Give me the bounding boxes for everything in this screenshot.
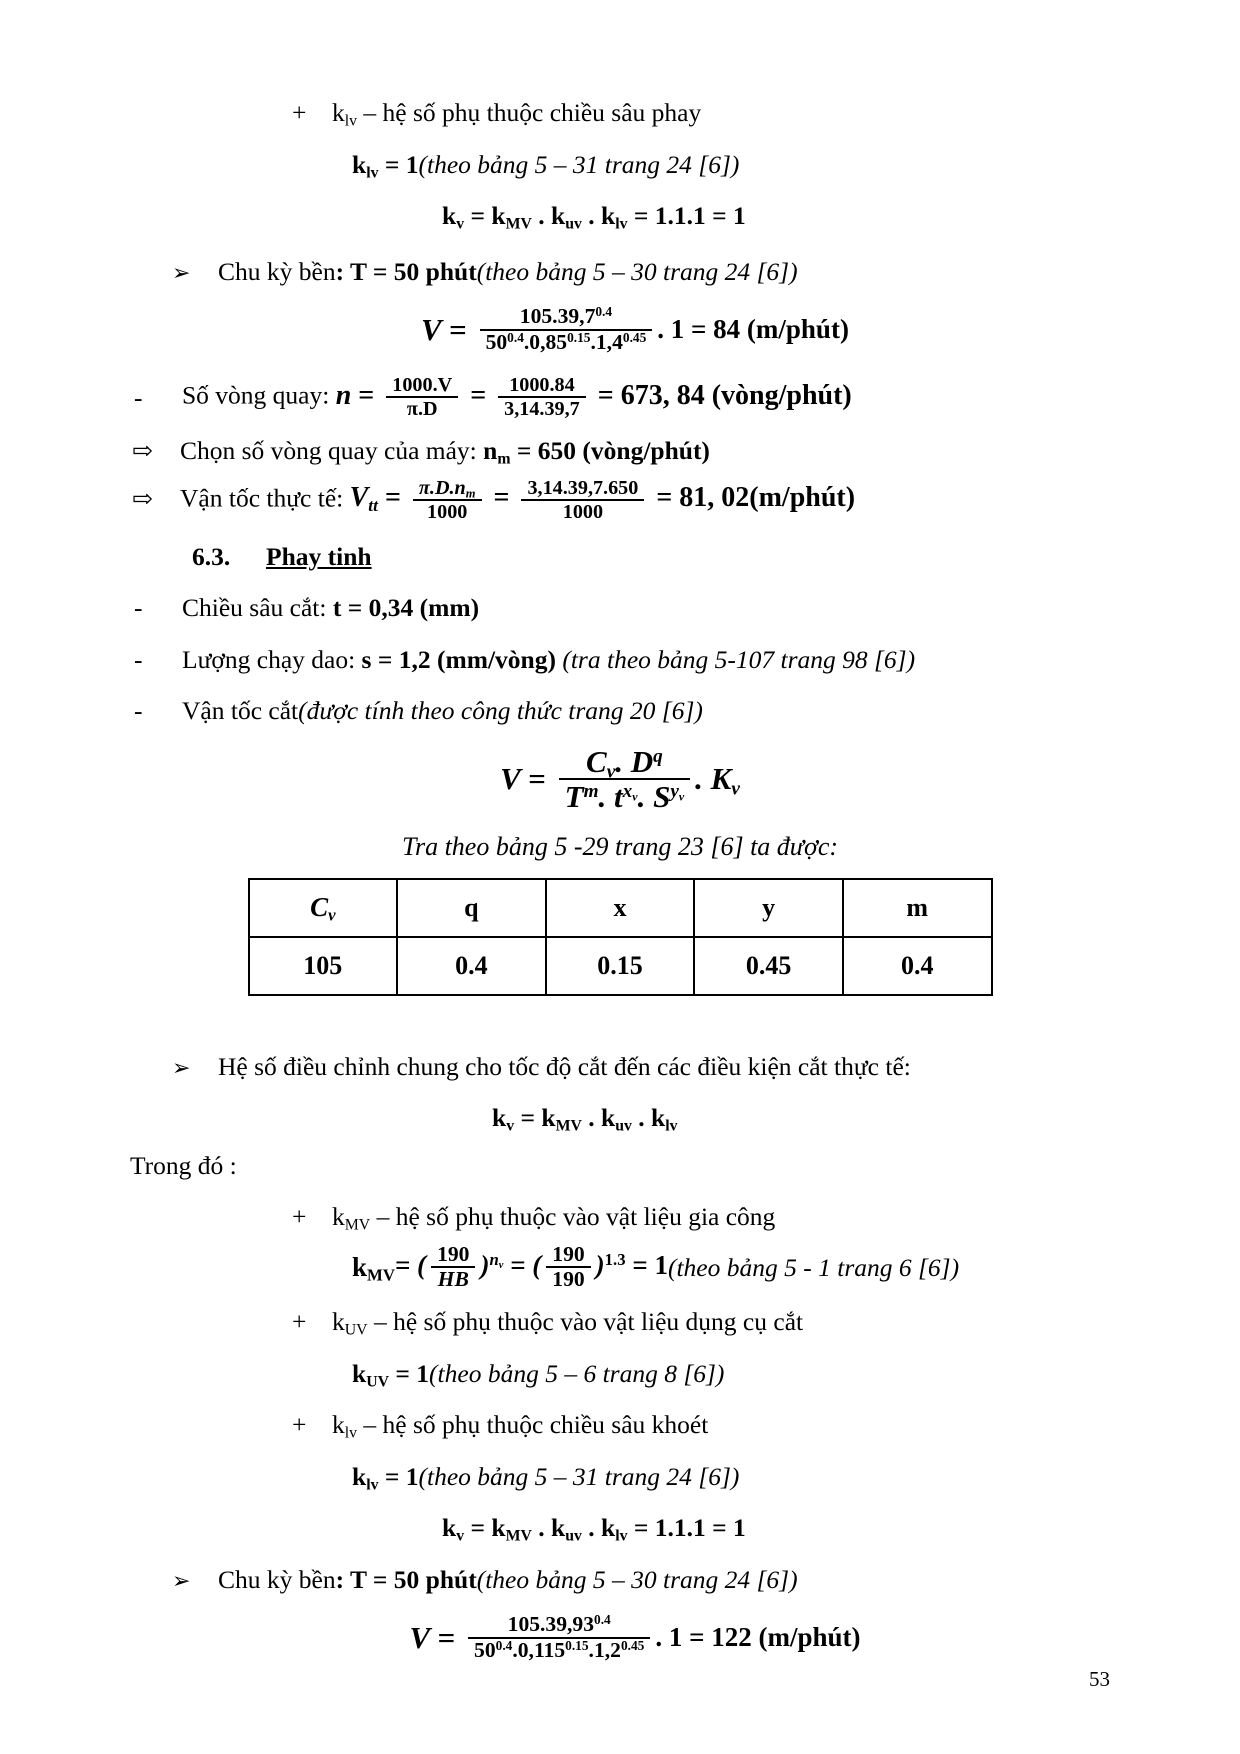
velocity-num-base-top: 105.39,7 bbox=[519, 304, 596, 328]
kmv-frac2-den: 190 bbox=[552, 1267, 585, 1292]
t-exponent-sub: v bbox=[632, 789, 638, 804]
van-toc-cat-label: Vận tốc cắt bbox=[182, 696, 299, 726]
luong-chay-dao-content bbox=[182, 644, 1110, 674]
kmv-result: = 1 bbox=[625, 1249, 668, 1280]
nm-value: = 650 (vòng/phút) bbox=[510, 435, 710, 465]
section-heading-6-3 bbox=[130, 541, 1110, 571]
chu-ky-ben-line-top bbox=[130, 256, 1110, 286]
bullet-kuv-text bbox=[332, 1307, 1110, 1339]
chon-so-vong-quay-text: Chọn số vòng quay của máy: bbox=[180, 435, 484, 465]
bullet-marker-dash-3: - bbox=[134, 644, 143, 674]
table-header-cv-text: C bbox=[310, 892, 329, 923]
vtt-result: = 81, 02(m/phút) bbox=[649, 482, 856, 514]
velocity-den-t2-bottom: .0,115 bbox=[512, 1637, 566, 1662]
trong-do-label: Trong đó : bbox=[130, 1150, 237, 1180]
klv-subscript-bottom: lv bbox=[615, 1527, 628, 1545]
chieu-sau-cat-value: t = 0,34 (mm) bbox=[332, 593, 480, 623]
table-header-row bbox=[249, 879, 992, 937]
velocity-equation-lead-top: V = bbox=[421, 312, 467, 348]
chu-ky-ben-content-top bbox=[218, 256, 1110, 286]
kmv-symbol-bullet: k bbox=[332, 1202, 345, 1232]
bullet-marker-triangle: ➢ bbox=[172, 259, 191, 285]
bullet-marker-triangle-2: ➢ bbox=[172, 1054, 191, 1080]
luong-chay-dao-value: s = 1,2 (mm/vòng) bbox=[361, 644, 556, 674]
velocity-den-t3-exp-bottom: 0.45 bbox=[620, 1637, 645, 1653]
kmv-formula-lhs bbox=[352, 1251, 395, 1285]
kmv-close-1: ) bbox=[480, 1249, 490, 1280]
nm-symbol: n bbox=[483, 435, 498, 465]
vtt-frac1-num-text: π.D.n bbox=[418, 476, 466, 499]
chu-ky-ben-content-bottom bbox=[218, 1564, 1110, 1594]
klv-equals-2: = 1 bbox=[378, 1461, 419, 1491]
n-fraction-1 bbox=[386, 375, 458, 419]
velocity-den-t1-top: 50 bbox=[485, 329, 508, 354]
velocity-num-base-bottom: 105.39,93 bbox=[507, 1612, 595, 1636]
kmv-exp1-base: n bbox=[489, 1249, 499, 1269]
kuv-subscript-bullet: UV bbox=[344, 1321, 368, 1339]
velocity-den-t3-exp-top: 0.45 bbox=[622, 329, 647, 345]
page-number: 53 bbox=[1089, 1667, 1110, 1691]
vtt-symbol: V bbox=[349, 482, 369, 514]
chu-ky-ben-line-bottom bbox=[130, 1564, 1110, 1594]
kmv-frac2-num: 190 bbox=[546, 1244, 590, 1269]
kuv-value-line bbox=[130, 1358, 1110, 1390]
velocity-den-t2-exp-top: 0.15 bbox=[567, 329, 591, 345]
formula-velocity-general bbox=[130, 743, 1110, 814]
van-toc-cat-line bbox=[130, 698, 1110, 724]
t-exponent bbox=[623, 781, 638, 802]
so-vong-quay-label: Số vòng quay: bbox=[182, 380, 336, 410]
vtt-frac1-den: 1000 bbox=[427, 500, 468, 523]
chieu-sau-cat-content bbox=[182, 595, 1110, 621]
cv-subscript: v bbox=[606, 761, 616, 783]
he-so-dieu-chinh-line bbox=[130, 1051, 1110, 1081]
velocity-num-exp-bottom: 0.4 bbox=[594, 1612, 611, 1628]
kv-expr-mid: = k bbox=[514, 1103, 556, 1133]
bullet-marker-plus-3: + bbox=[292, 1307, 307, 1336]
kv-expr-bottom: = k bbox=[464, 1513, 506, 1542]
klv-subscript-2b: lv bbox=[366, 1475, 379, 1493]
nm-subscript: m bbox=[497, 449, 511, 467]
n-frac2-num: 1000.84 bbox=[498, 375, 586, 398]
velocity-equation-bottom bbox=[130, 1614, 1110, 1661]
table-header-y: y bbox=[694, 879, 843, 937]
klv-value-line bbox=[130, 149, 1110, 181]
bullet-kmv-desc: – hệ số phụ thuộc vào vật liệu gia công bbox=[370, 1202, 776, 1232]
kv-expr: = k bbox=[464, 201, 506, 230]
velocity-numerator-top bbox=[480, 306, 653, 331]
bullet-klv-khoet bbox=[130, 1410, 1110, 1442]
table-cell-q-value: 0.4 bbox=[397, 937, 546, 995]
formula-velocity-fraction bbox=[559, 743, 690, 814]
n-variable: n bbox=[335, 379, 352, 411]
klv-subscript-mid: lv bbox=[665, 1117, 678, 1135]
klv-symbol: k bbox=[352, 149, 367, 179]
chu-ky-ben-label-bottom: Chu kỳ bền bbox=[218, 1564, 336, 1594]
S-exponent-sub: v bbox=[678, 789, 685, 804]
kmv-subscript-bullet: MV bbox=[344, 1216, 371, 1234]
kv-symbol-bottom: k bbox=[442, 1513, 457, 1542]
velocity-tail-top: . 1 = 84 (m/phút) bbox=[657, 314, 849, 345]
kuv-symbol-bullet: k bbox=[332, 1307, 345, 1336]
table-cell-y-value: 0.45 bbox=[694, 937, 843, 995]
velocity-den-t2-exp-bottom: 0.15 bbox=[565, 1637, 589, 1653]
kmv-eq1: = ( bbox=[394, 1249, 427, 1280]
velocity-equation-lead-bottom: V = bbox=[409, 1620, 456, 1656]
bullet-marker-arrow: ⇨ bbox=[132, 437, 153, 465]
kv-dot-2: . k bbox=[581, 201, 616, 230]
vtt-frac1-num-sub: m bbox=[465, 485, 476, 500]
van-toc-thuc-te-content bbox=[180, 478, 1110, 522]
vtt-fraction-1 bbox=[413, 478, 482, 522]
vtt-frac1-num bbox=[413, 478, 482, 501]
vtt-equals-2: = bbox=[486, 482, 517, 514]
kmv-subscript-bottom: MV bbox=[505, 1527, 532, 1545]
kmv-formula-k: k bbox=[352, 1251, 368, 1282]
van-toc-thuc-te-line bbox=[130, 478, 1110, 522]
table-header-q: q bbox=[397, 879, 546, 937]
t-exponent-base: x bbox=[622, 780, 633, 802]
vtt-frac2-den: 1000 bbox=[562, 500, 604, 523]
bullet-kuv bbox=[130, 1307, 1110, 1339]
velocity-den-t3-top: .1,4 bbox=[590, 329, 623, 354]
kuv-subscript: UV bbox=[366, 1372, 390, 1390]
kmv-exp1-sub: v bbox=[498, 1259, 504, 1271]
kv-result-bottom: = 1.1.1 = 1 bbox=[627, 1513, 746, 1542]
velocity-equation-top bbox=[130, 306, 1110, 353]
luong-chay-dao-line bbox=[130, 644, 1110, 674]
kmv-subscript: MV bbox=[505, 215, 532, 233]
formula-velocity-numerator bbox=[559, 743, 690, 783]
n-result: = 673, 84 (vòng/phút) bbox=[590, 379, 852, 411]
klv-subscript-2: lv bbox=[615, 215, 628, 233]
kmv-subscript-mid: MV bbox=[555, 1117, 582, 1135]
n-frac1-den: π.D bbox=[406, 398, 438, 421]
formula-velocity-denominator bbox=[559, 780, 690, 812]
table-header-x: x bbox=[546, 879, 695, 937]
k-subscript: lv bbox=[344, 112, 358, 130]
coefficients-table bbox=[248, 878, 993, 996]
kuv-subscript-bottom: uv bbox=[565, 1527, 582, 1545]
klv-value-line-2 bbox=[130, 1461, 1110, 1493]
he-so-dieu-chinh-text: Hệ số điều chỉnh chung cho tốc độ cắt đến các điều kiện cắt thực tế: bbox=[218, 1051, 911, 1081]
bullet-klv-khoet-desc: – hệ số phụ thuộc chiều sâu khoét bbox=[357, 1410, 709, 1439]
bullet-kmv bbox=[130, 1202, 1110, 1234]
table-cell-m-value: 0.4 bbox=[843, 937, 992, 995]
klv-reference-note: (theo bảng 5 – 31 trang 24 [6]) bbox=[418, 149, 740, 179]
velocity-den-t2-top: .0,85 bbox=[523, 329, 568, 354]
velocity-fraction-bottom bbox=[468, 1614, 650, 1661]
Kv-subscript: v bbox=[731, 778, 740, 800]
section-number: 6.3. bbox=[192, 541, 231, 571]
so-vong-quay-line bbox=[130, 375, 1110, 419]
table-cell-cv-value: 105 bbox=[249, 937, 398, 995]
velocity-num-exp-top: 0.4 bbox=[595, 304, 613, 320]
bullet-klv-phay-desc: – hệ số phụ thuộc chiều sâu phay bbox=[357, 98, 702, 127]
T-exponent: m bbox=[583, 780, 599, 802]
formula-velocity-tail bbox=[695, 761, 740, 800]
bullet-marker-arrow-2: ⇨ bbox=[132, 486, 153, 514]
n-frac1-num: 1000.V bbox=[386, 375, 458, 398]
kv-dot-1: . k bbox=[531, 201, 566, 230]
kmv-reference-note: (theo bảng 5 - 1 trang 6 [6]) bbox=[667, 1252, 960, 1282]
kv-dot-1-mid: . k bbox=[581, 1103, 616, 1133]
kv-product-line-mid bbox=[130, 1103, 1110, 1135]
kmv-frac1-num: 190 bbox=[431, 1244, 475, 1269]
klv-equals: = 1 bbox=[378, 149, 419, 179]
table-cell-x-value: 0.15 bbox=[546, 937, 695, 995]
table-header-cv-sub: v bbox=[328, 905, 336, 925]
klv-symbol-bullet: k bbox=[332, 1410, 345, 1439]
section-title: Phay tinh bbox=[266, 541, 372, 571]
T-symbol: T bbox=[564, 778, 584, 814]
velocity-fraction-top bbox=[480, 306, 653, 353]
table-row bbox=[249, 937, 992, 995]
chon-so-vong-quay-content bbox=[180, 435, 1110, 467]
klv-symbol-2: k bbox=[352, 1461, 367, 1491]
luong-chay-dao-note: (tra theo bảng 5-107 trang 98 [6]) bbox=[555, 644, 916, 674]
kv-result: = 1.1.1 = 1 bbox=[627, 201, 746, 230]
bullet-marker-dash-2: - bbox=[134, 593, 143, 623]
velocity-den-t1-bottom: 50 bbox=[474, 1637, 496, 1662]
kmv-close-2: ) bbox=[595, 1249, 605, 1280]
kuv-subscript-mid: uv bbox=[615, 1117, 632, 1135]
kmv-formula-sub: MV bbox=[367, 1265, 395, 1285]
document-body bbox=[130, 100, 1110, 1661]
k-symbol: k bbox=[332, 98, 345, 127]
vtt-frac2-num: 3,14.39,7.650 bbox=[521, 478, 644, 501]
S-symbol: . S bbox=[637, 778, 671, 814]
kmv-fraction-2 bbox=[546, 1241, 590, 1292]
klv-reference-note-2: (theo bảng 5 – 31 trang 24 [6]) bbox=[418, 1461, 740, 1491]
velocity-den-t1-exp-top: 0.4 bbox=[507, 329, 524, 345]
kv-symbol: k bbox=[442, 201, 457, 230]
kv-subscript: v bbox=[456, 215, 465, 233]
velocity-tail-bottom: . 1 = 122 (m/phút) bbox=[655, 1622, 861, 1653]
kmv-eq2: = ( bbox=[503, 1249, 542, 1280]
bullet-marker-dash: - bbox=[134, 382, 143, 412]
so-vong-quay-content bbox=[182, 375, 1110, 419]
chu-ky-ben-note: (theo bảng 5 – 30 trang 24 [6]) bbox=[476, 256, 798, 286]
n-frac2-den: 3,14.39,7 bbox=[504, 398, 580, 421]
klv-subscript-bullet: lv bbox=[344, 1424, 358, 1442]
velocity-den-t1-exp-bottom: 0.4 bbox=[495, 1637, 513, 1653]
bullet-marker-triangle-3: ➢ bbox=[172, 1567, 191, 1593]
kmv-formula-line bbox=[130, 1241, 1110, 1292]
S-exponent bbox=[670, 781, 684, 802]
d-exponent: q bbox=[653, 745, 663, 767]
kuv-subscript: uv bbox=[565, 215, 582, 233]
table-caption: Tra theo bảng 5 -29 trang 23 [6] ta được: bbox=[401, 831, 839, 861]
chieu-sau-cat-label: Chiều sâu cắt: bbox=[182, 593, 333, 623]
bullet-klv-phay bbox=[130, 98, 1110, 130]
bullet-kuv-desc: – hệ số phụ thuộc vào vật liệu dụng cụ cắt bbox=[367, 1307, 804, 1336]
kv-product-line-bottom bbox=[130, 1513, 1110, 1545]
chieu-sau-cat-line bbox=[130, 595, 1110, 621]
kmv-exponent-1 bbox=[489, 1250, 503, 1269]
bullet-marker-plus: + bbox=[292, 98, 307, 127]
kuv-reference-note: (theo bảng 5 – 6 trang 8 [6]) bbox=[429, 1358, 725, 1388]
bullet-klv-phay-text bbox=[332, 98, 1110, 130]
Kv-symbol: . K bbox=[695, 761, 732, 797]
van-toc-cat-note: (được tính theo công thức trang 20 [6]) bbox=[298, 696, 703, 726]
klv-subscript: lv bbox=[366, 163, 379, 181]
velocity-numerator-bottom bbox=[468, 1614, 650, 1639]
cv-symbol: C bbox=[586, 743, 607, 779]
table-header-m: m bbox=[843, 879, 992, 937]
luong-chay-dao-label: Lượng chạy dao: bbox=[182, 644, 362, 674]
n-equals-2: = bbox=[463, 379, 494, 411]
bullet-marker-plus-2: + bbox=[292, 1202, 307, 1232]
chon-so-vong-quay-line bbox=[130, 435, 1110, 467]
bullet-klv-khoet-text bbox=[332, 1410, 1110, 1442]
bullet-marker-dash-4: - bbox=[134, 696, 143, 726]
kmv-exponent-2: 1.3 bbox=[604, 1249, 626, 1269]
kv-dot-2-mid: . k bbox=[631, 1103, 666, 1133]
vtt-fraction-2 bbox=[521, 478, 644, 522]
n-fraction-2 bbox=[498, 375, 586, 419]
velocity-denominator-bottom bbox=[468, 1639, 650, 1662]
kmv-fraction-1 bbox=[431, 1241, 475, 1292]
chu-ky-ben-value-bottom: : T = 50 phút bbox=[335, 1564, 477, 1594]
table-header-cv-symbol bbox=[310, 892, 336, 925]
kmv-formula-math bbox=[394, 1241, 668, 1292]
kv-product-line-top bbox=[130, 201, 1110, 233]
d-symbol: . D bbox=[615, 743, 654, 779]
kuv-equals: = 1 bbox=[389, 1358, 430, 1388]
bullet-kmv-text bbox=[332, 1202, 1110, 1234]
chu-ky-ben-value: : T = 50 phút bbox=[335, 256, 477, 286]
t-symbol: . t bbox=[598, 778, 623, 814]
S-exponent-base: y bbox=[670, 780, 679, 802]
velocity-den-t3-bottom: .1,2 bbox=[588, 1637, 621, 1662]
bullet-marker-plus-4: + bbox=[292, 1410, 307, 1439]
chu-ky-ben-label: Chu kỳ bền bbox=[218, 256, 336, 286]
so-vong-quay-math bbox=[335, 374, 852, 421]
vtt-subscript: tt bbox=[368, 495, 378, 515]
kv-symbol-mid: k bbox=[492, 1103, 507, 1133]
n-equals-1: = bbox=[351, 379, 382, 411]
kv-dot-2-bottom: . k bbox=[581, 1513, 616, 1542]
van-toc-thuc-te-math bbox=[349, 476, 856, 523]
kv-subscript-bottom: v bbox=[456, 1527, 465, 1545]
kuv-symbol: k bbox=[352, 1358, 367, 1388]
velocity-denominator-top bbox=[480, 331, 653, 354]
chu-ky-ben-note-bottom: (theo bảng 5 – 30 trang 24 [6]) bbox=[476, 1564, 798, 1594]
kv-subscript-mid: v bbox=[506, 1117, 515, 1135]
vtt-equals-1: = bbox=[377, 482, 408, 514]
van-toc-thuc-te-text: Vận tốc thực tế: bbox=[180, 483, 350, 513]
kv-dot-1-bottom: . k bbox=[531, 1513, 566, 1542]
kmv-frac1-den: HB bbox=[437, 1267, 469, 1292]
van-toc-cat-content bbox=[182, 698, 1110, 724]
formula-velocity-lead: V = bbox=[500, 761, 546, 797]
table-header-cv bbox=[249, 879, 398, 937]
